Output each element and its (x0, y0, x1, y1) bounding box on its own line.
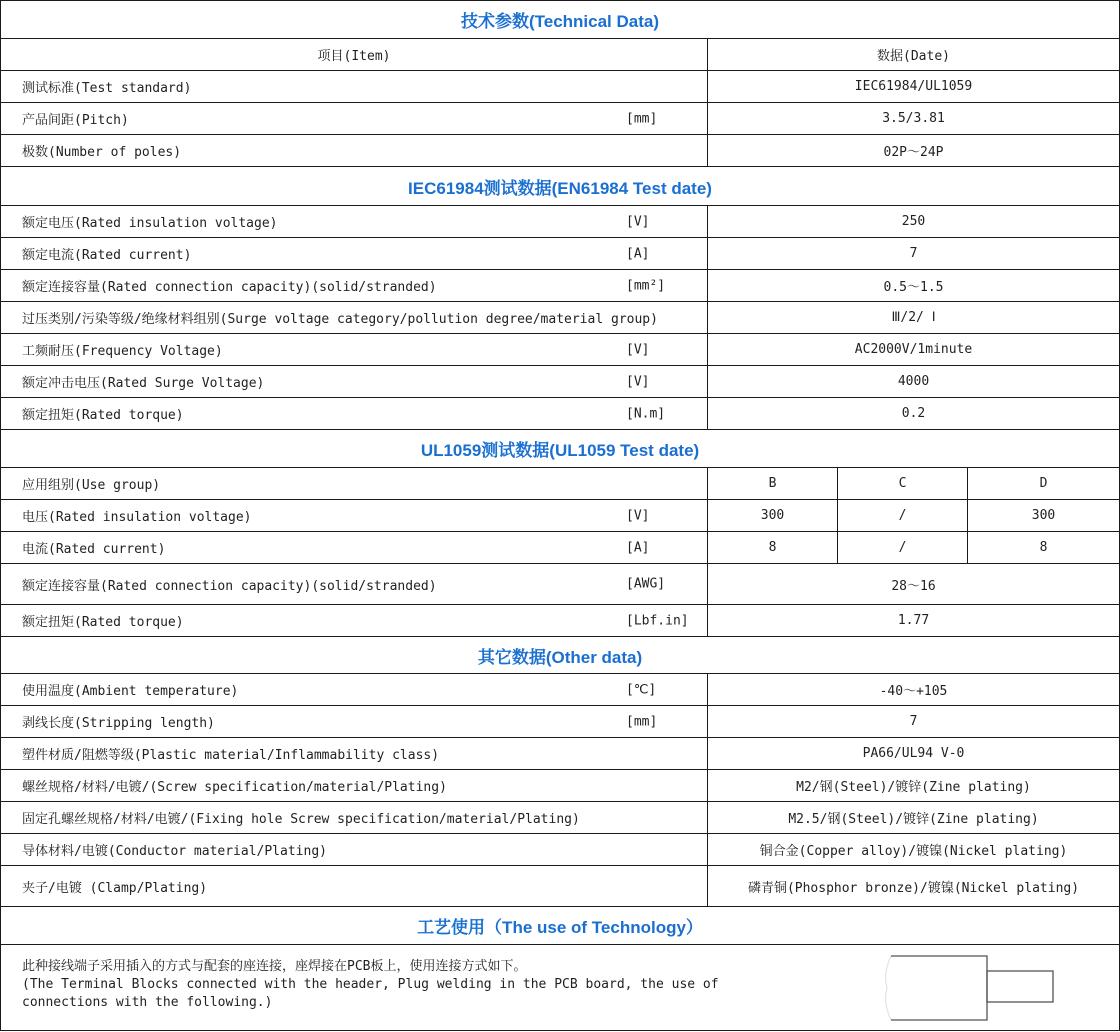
table-row (1, 674, 1120, 706)
item-text: 使用温度(Ambient temperature) (22, 684, 239, 699)
item-text: 螺丝规格/材料/电镀/(Screw specification/material/Plating) (22, 780, 447, 795)
item-text: 剥线长度(Stripping length) (22, 716, 215, 731)
item-text: 电压(Rated insulation voltage) (22, 510, 252, 525)
table-row (1, 238, 1120, 270)
value-cell: 4000 (708, 366, 1120, 398)
item-label (1, 334, 708, 366)
column-header-data: 数据(Date) (708, 39, 1120, 71)
item-label (1, 135, 708, 167)
column-header-item: 项目(Item) (1, 39, 708, 71)
unit-label: [Lbf.in] (626, 613, 689, 628)
item-label (1, 674, 708, 706)
section-row-iec (1, 167, 1120, 206)
value-cell: IEC61984/UL1059 (708, 71, 1120, 103)
value-cell: 7 (708, 238, 1120, 270)
item-text: 夹子/电镀 (Clamp/Plating) (22, 880, 208, 896)
unit-label: [V] (626, 342, 650, 357)
table-row (1, 103, 1120, 135)
section-title-other: 其它数据(Other data) (1, 637, 1120, 674)
value-cell: 0.5～1.5 (708, 270, 1120, 302)
plug-connection-diagram-icon (881, 955, 1061, 1021)
item-label (1, 532, 708, 564)
item-text: 额定电流(Rated current) (22, 248, 192, 263)
value-cell: 28～16 (708, 564, 1120, 605)
tech-use-description (1, 945, 1120, 1031)
item-label (1, 238, 708, 270)
item-text: 电流(Rated current) (22, 542, 166, 557)
unit-label: [℃] (626, 682, 657, 697)
table-row (1, 834, 1120, 866)
unit-label: [mm] (626, 111, 658, 126)
item-label (1, 206, 708, 238)
value-cell: M2/钢(Steel)/镀锌(Zine plating) (708, 770, 1120, 802)
unit-label: [V] (626, 374, 650, 389)
unit-label: [N.m] (626, 406, 666, 421)
header-row (1, 39, 1120, 71)
item-text: 导体材料/电镀(Conductor material/Plating) (22, 844, 327, 859)
tech-use-text-zh: 此种接线端子采用插入的方式与配套的座连接，座焊接在PCB板上，使用连接方式如下。 (22, 959, 527, 974)
item-label (1, 802, 708, 834)
item-label (1, 71, 708, 103)
group-b-header: B (708, 468, 838, 500)
item-text: 过压类别/污染等级/绝缘材料组别(Surge voltage category/pollution degree/material group) (22, 312, 658, 327)
table-row (1, 270, 1120, 302)
table-row (1, 770, 1120, 802)
item-label (1, 770, 708, 802)
table-row (1, 706, 1120, 738)
section-row-other (1, 637, 1120, 674)
value-cell-d: 8 (968, 532, 1120, 564)
value-cell: Ⅲ/2/ Ⅰ (708, 302, 1120, 334)
value-cell: PA66/UL94 V-0 (708, 738, 1120, 770)
item-label (1, 366, 708, 398)
value-cell: 磷青铜(Phosphor bronze)/镀镍(Nickel plating) (708, 866, 1120, 907)
value-cell: 3.5/3.81 (708, 103, 1120, 135)
item-label (1, 866, 708, 907)
table-row-ul-voltage (1, 500, 1120, 532)
group-d-header: D (968, 468, 1120, 500)
unit-label: [V] (626, 508, 650, 523)
value-cell: AC2000V/1minute (708, 334, 1120, 366)
value-cell: 0.2 (708, 398, 1120, 430)
unit-label: [V] (626, 214, 650, 229)
unit-label: [mm²] (626, 278, 666, 293)
value-cell-c: / (838, 532, 968, 564)
value-cell-d: 300 (968, 500, 1120, 532)
table-row (1, 398, 1120, 430)
item-label (1, 564, 708, 605)
item-label (1, 270, 708, 302)
unit-label: [A] (626, 540, 650, 555)
table-row-ul-capacity (1, 564, 1120, 605)
item-text: 塑件材质/阻燃等级(Plastic material/Inflammability class) (22, 748, 440, 763)
item-label (1, 398, 708, 430)
table-row-use-group (1, 468, 1120, 500)
section-row-ul (1, 430, 1120, 468)
table-row (1, 366, 1120, 398)
item-text: 额定连接容量(Rated connection capacity)(solid/stranded) (22, 280, 437, 295)
item-label (1, 738, 708, 770)
table-row (1, 334, 1120, 366)
item-text: 极数(Number of poles) (22, 145, 182, 160)
value-cell: 1.77 (708, 605, 1120, 637)
section-title-iec: IEC61984测试数据(EN61984 Test date) (1, 167, 1120, 206)
value-cell: 02P～24P (708, 135, 1120, 167)
item-text: 应用组别(Use group) (22, 478, 161, 493)
tech-use-row (1, 945, 1120, 1031)
value-cell: 铜合金(Copper alloy)/镀镍(Nickel plating) (708, 834, 1120, 866)
section-title-tech-use: 工艺使用（The use of Technology） (1, 907, 1120, 945)
table-row (1, 866, 1120, 907)
unit-label: [A] (626, 246, 650, 261)
value-cell-c: / (838, 500, 968, 532)
value-cell: M2.5/钢(Steel)/镀锌(Zine plating) (708, 802, 1120, 834)
item-text: 固定孔螺丝规格/材料/电镀/(Fixing hole Screw specification/material/Plating) (22, 812, 580, 827)
table-row (1, 802, 1120, 834)
item-label (1, 302, 708, 334)
tech-use-text-en: (The Terminal Blocks connected with the header, Plug welding in the PCB board, the use of connections with the following.) (22, 977, 719, 1010)
item-label (1, 103, 708, 135)
table-row-ul-torque (1, 605, 1120, 637)
item-label (1, 834, 708, 866)
value-cell: 7 (708, 706, 1120, 738)
item-text: 产品间距(Pitch) (22, 113, 129, 128)
item-text: 额定电压(Rated insulation voltage) (22, 216, 278, 231)
value-cell: 250 (708, 206, 1120, 238)
item-text: 额定扭矩(Rated torque) (22, 615, 184, 630)
section-title-ul: UL1059测试数据(UL1059 Test date) (1, 430, 1120, 468)
item-label (1, 605, 708, 637)
item-text: 测试标准(Test standard) (22, 81, 192, 96)
item-label (1, 706, 708, 738)
table-row (1, 135, 1120, 167)
item-label (1, 500, 708, 532)
table-row (1, 302, 1120, 334)
table-row (1, 738, 1120, 770)
item-text: 工频耐压(Frequency Voltage) (22, 344, 223, 359)
section-row-tech-use (1, 907, 1120, 945)
item-text: 额定连接容量(Rated connection capacity)(solid/stranded) (22, 578, 437, 594)
item-label (1, 468, 708, 500)
table-row-ul-current (1, 532, 1120, 564)
value-cell-b: 300 (708, 500, 838, 532)
table-row (1, 71, 1120, 103)
unit-label: [mm] (626, 714, 658, 729)
unit-label: [AWG] (626, 576, 666, 592)
table-row (1, 206, 1120, 238)
value-cell-b: 8 (708, 532, 838, 564)
section-row-technical (1, 1, 1120, 39)
section-title-technical: 技术参数(Technical Data) (1, 1, 1120, 39)
item-text: 额定扭矩(Rated torque) (22, 408, 184, 423)
group-c-header: C (838, 468, 968, 500)
item-text: 额定冲击电压(Rated Surge Voltage) (22, 376, 265, 391)
value-cell: -40～+105 (708, 674, 1120, 706)
